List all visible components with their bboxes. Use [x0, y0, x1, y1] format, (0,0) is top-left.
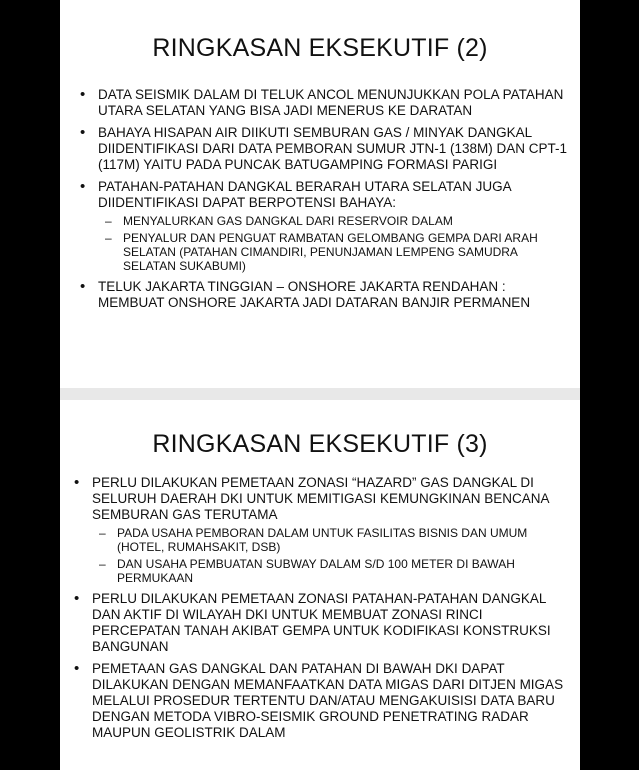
- bullet-text: PEMETAAN GAS DANGKAL DAN PATAHAN DI BAWAH DKI DAPAT DILAKUKAN DENGAN MEMANFAATKAN DATA MIGAS DARI DITJEN MIGAS MELALUI PROSEDUR TERTENTU DAN/ATAU MENGAKUISISI DATA BARU DENGAN METODA VIBRO-SEISMIK GROUND PENETRATING RADAR MAUPUN GEOLISTRIK DALAM: [92, 661, 564, 740]
- sub-bullet-item: [105, 231, 568, 273]
- bullet-icon: •: [80, 124, 86, 141]
- bullet-item: [74, 474, 568, 585]
- bullet-item: [80, 178, 568, 273]
- bullet-text: BAHAYA HISAPAN AIR DIIKUTI SEMBURAN GAS / MINYAK DANGKAL DIIDENTIFIKASI DARI DATA PEMBORAN SUMUR JTN-1 (138M) DAN CPT-1 (117M) YAITU PADA PUNCAK BATUGAMPING FORMASI PARIGI: [98, 125, 568, 172]
- bullet-item: [74, 660, 568, 741]
- sub-bullet-list: [92, 526, 568, 585]
- bullet-text: PERLU DILAKUKAN PEMETAAN ZONASI “HAZARD” GAS DANGKAL DI SELURUH DAERAH DKI UNTUK MEMITIGASI KEMUNGKINAN BENCANA SEMBURAN GAS TERUTAMA: [92, 475, 549, 522]
- bullet-list: [80, 86, 568, 311]
- bullet-list: [74, 474, 568, 741]
- bullet-item: [80, 124, 568, 173]
- bullet-icon: •: [80, 278, 86, 295]
- bullet-text: TELUK JAKARTA TINGGIAN – ONSHORE JAKARTA RENDAHAN : MEMBUAT ONSHORE JAKARTA JADI DATARAN BANJIR PERMANEN: [98, 279, 531, 310]
- dash-icon: –: [99, 557, 106, 571]
- sub-bullet-text: MENYALURKAN GAS DANGKAL DARI RESERVOIR DALAM: [123, 214, 453, 228]
- bullet-item: [80, 278, 568, 311]
- bullet-icon: •: [80, 178, 86, 195]
- bullet-icon: •: [80, 86, 86, 103]
- bullet-item: [80, 86, 568, 119]
- slide-ringkasan-eksekutif-3: [60, 400, 580, 770]
- bullet-icon: •: [74, 590, 80, 607]
- sub-bullet-text: PADA USAHA PEMBORAN DALAM UNTUK FASILITAS BISNIS DAN UMUM (HOTEL, RUMAHSAKIT, DSB): [117, 526, 528, 554]
- sub-bullet-item: [99, 526, 568, 554]
- slide-ringkasan-eksekutif-2: [60, 0, 580, 388]
- dash-icon: –: [105, 231, 112, 245]
- sub-bullet-item: [99, 557, 568, 585]
- slide-title: RINGKASAN EKSEKUTIF (2): [152, 34, 488, 62]
- bullet-text: PERLU DILAKUKAN PEMETAAN ZONASI PATAHAN-PATAHAN DANGKAL DAN AKTIF DI WILAYAH DKI UNTUK MEMBUAT ZONASI RINCI PERCEPATAN TANAH AKIBAT GEMPA UNTUK KODIFIKASI KONSTRUKSI BANGUNAN: [92, 591, 551, 654]
- bullet-text: DATA SEISMIK DALAM DI TELUK ANCOL MENUNJUKKAN POLA PATAHAN UTARA SELATAN YANG BISA JADI MENERUS KE DARATAN: [98, 87, 564, 118]
- bullet-icon: •: [74, 660, 80, 677]
- bullet-item: [74, 590, 568, 655]
- sub-bullet-text: DAN USAHA PEMBUATAN SUBWAY DALAM S/D 100 METER DI BAWAH PERMUKAAN: [117, 557, 515, 585]
- sub-bullet-list: [98, 214, 568, 273]
- dash-icon: –: [99, 526, 106, 540]
- sub-bullet-text: PENYALUR DAN PENGUAT RAMBATAN GELOMBANG GEMPA DARI ARAH SELATAN (PATAHAN CIMANDIRI, PENUNJAMAN LEMPENG SAMUDRA SELATAN SUKABUMI): [123, 231, 538, 273]
- slide-title: RINGKASAN EKSEKUTIF (3): [152, 430, 488, 458]
- dash-icon: –: [105, 214, 112, 228]
- bullet-icon: •: [74, 474, 80, 491]
- bullet-text: PATAHAN-PATAHAN DANGKAL BERARAH UTARA SELATAN JUGA DIIDENTIFIKASI DAPAT BERPOTENSI BAHAYA:: [98, 179, 511, 210]
- sub-bullet-item: [105, 214, 568, 228]
